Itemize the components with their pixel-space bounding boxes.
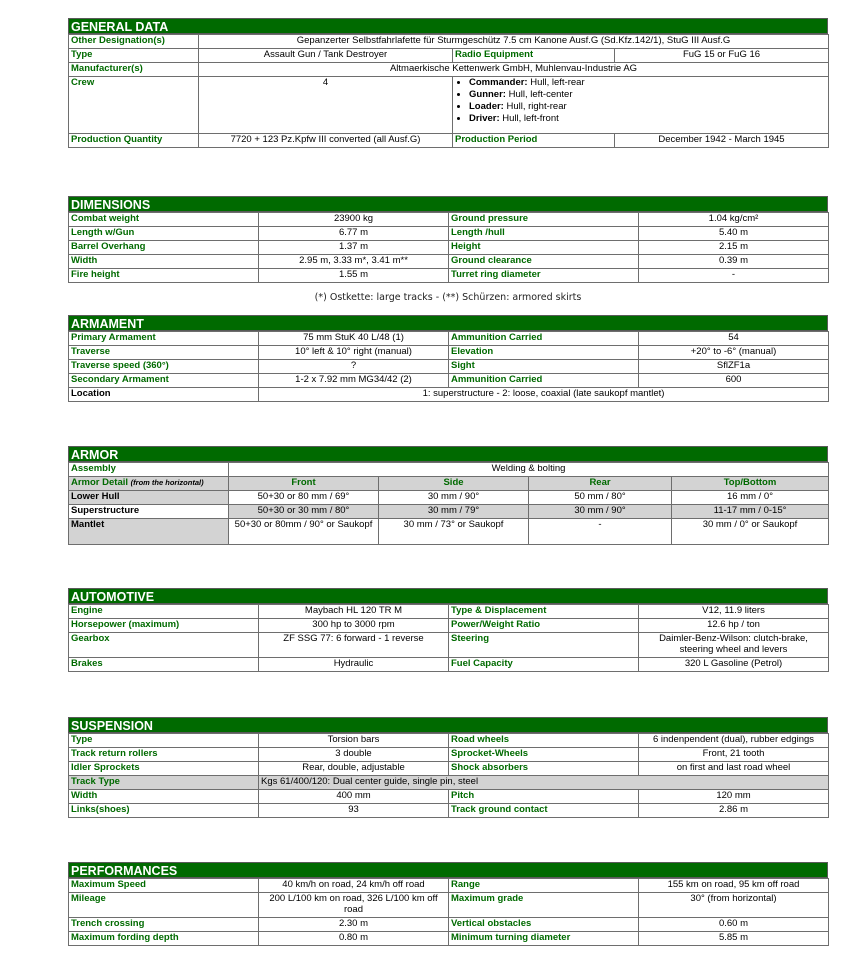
- dim-label: Ground pressure: [449, 213, 639, 227]
- table-row: [69, 658, 829, 672]
- armament-value: +20° to -6° (manual): [639, 346, 829, 360]
- armor-value: 50+30 or 80mm / 90° or Saukopf: [229, 519, 379, 545]
- table-row: [69, 633, 829, 658]
- perf-label: Vertical obstacles: [449, 918, 639, 932]
- table-row: [69, 505, 829, 519]
- dim-value: 2.95 m, 3.33 m*, 3.41 m**: [259, 255, 449, 269]
- perf-label: Range: [449, 879, 639, 893]
- armor-table: [68, 462, 829, 545]
- table-row: [69, 748, 829, 762]
- table-row: [69, 255, 829, 269]
- perf-value: 5.85 m: [639, 932, 829, 946]
- armor-col-side: Side: [379, 477, 529, 491]
- table-row: [69, 227, 829, 241]
- armor-value: 30 mm / 73° or Saukopf: [379, 519, 529, 545]
- perf-label: Maximum grade: [449, 893, 639, 918]
- list-item: • Loader: Hull, right-rear: [469, 101, 826, 113]
- track-type-value: Kgs 61/400/120: Dual center guide, single pin, steel: [259, 776, 829, 790]
- dim-label: Barrel Overhang: [69, 241, 259, 255]
- table-row: [69, 804, 829, 818]
- auto-value: Maybach HL 120 TR M: [259, 605, 449, 619]
- manufacturer-label: Manufacturer(s): [69, 63, 199, 77]
- auto-value: 12.6 hp / ton: [639, 619, 829, 633]
- auto-label: Engine: [69, 605, 259, 619]
- perf-value: 0.80 m: [259, 932, 449, 946]
- automotive-header: AUTOMOTIVE: [68, 588, 828, 604]
- armament-value: 10° left & 10° right (manual): [259, 346, 449, 360]
- armament-label: Primary Armament: [69, 332, 259, 346]
- armament-label: Elevation: [449, 346, 639, 360]
- dim-value: 1.04 kg/cm²: [639, 213, 829, 227]
- location-value: 1: superstructure - 2: loose, coaxial (late saukopf mantlet): [259, 388, 829, 402]
- armament-value: 1-2 x 7.92 mm MG34/42 (2): [259, 374, 449, 388]
- dimensions-section: [68, 196, 828, 283]
- armor-value: -: [529, 519, 672, 545]
- other-designation-value: Gepanzerter Selbstfahrlafette für Sturmgeschütz 7.5 cm Kanone Ausf.G (Sd.Kfz.142/1), StuG III Ausf.G: [199, 35, 829, 49]
- armament-value: ?: [259, 360, 449, 374]
- susp-value: 3 double: [259, 748, 449, 762]
- crew-roles-list: [455, 77, 826, 125]
- susp-label: Type: [69, 734, 259, 748]
- dim-label: Fire height: [69, 269, 259, 283]
- susp-value: on first and last road wheel: [639, 762, 829, 776]
- armament-value: 600: [639, 374, 829, 388]
- armor-value: 30 mm / 90°: [379, 491, 529, 505]
- track-type-label: Track Type: [69, 776, 259, 790]
- table-row: [69, 879, 829, 893]
- table-row: [69, 519, 829, 545]
- dimensions-table: [68, 212, 829, 283]
- dim-value: 0.39 m: [639, 255, 829, 269]
- susp-label: Links(shoes): [69, 804, 259, 818]
- armor-section: [68, 446, 828, 545]
- crew-roles-cell: [453, 77, 829, 134]
- assembly-label: Assembly: [69, 463, 229, 477]
- armor-row-label: Superstructure: [69, 505, 229, 519]
- armament-table: [68, 331, 829, 402]
- performances-header: PERFORMANCES: [68, 862, 828, 878]
- armor-value: 30 mm / 90°: [529, 505, 672, 519]
- armor-col-rear: Rear: [529, 477, 672, 491]
- table-row: [69, 734, 829, 748]
- auto-label: Gearbox: [69, 633, 259, 658]
- dim-value: 1.55 m: [259, 269, 449, 283]
- susp-value: 6 indenpendent (dual), rubber edgings: [639, 734, 829, 748]
- table-row: [69, 388, 829, 402]
- armor-row-label: Lower Hull: [69, 491, 229, 505]
- suspension-table: [68, 733, 829, 818]
- auto-label: Steering: [449, 633, 639, 658]
- manufacturer-value: Altmaerkische Kettenwerk GmbH, Muhlenvau-Industrie AG: [199, 63, 829, 77]
- automotive-section: [68, 588, 828, 672]
- radio-value: FuG 15 or FuG 16: [615, 49, 829, 63]
- perf-value: 155 km on road, 95 km off road: [639, 879, 829, 893]
- dimensions-header: DIMENSIONS: [68, 196, 828, 212]
- susp-label: Pitch: [449, 790, 639, 804]
- dim-label: Combat weight: [69, 213, 259, 227]
- armament-label: Sight: [449, 360, 639, 374]
- susp-value: 120 mm: [639, 790, 829, 804]
- crew-label: Crew: [69, 77, 199, 134]
- perf-label: Maximum Speed: [69, 879, 259, 893]
- perf-value: 200 L/100 km on road, 326 L/100 km off road: [259, 893, 449, 918]
- table-row: [69, 374, 829, 388]
- armor-col-top-bottom: Top/Bottom: [672, 477, 829, 491]
- armor-value: 11-17 mm / 0-15°: [672, 505, 829, 519]
- table-row: [69, 360, 829, 374]
- armor-value: 50+30 or 80 mm / 69°: [229, 491, 379, 505]
- auto-label: Type & Displacement: [449, 605, 639, 619]
- perf-value: 30° (from horizontal): [639, 893, 829, 918]
- other-designation-label: Other Designation(s): [69, 35, 199, 49]
- table-row: [69, 269, 829, 283]
- armor-col-front: Front: [229, 477, 379, 491]
- dim-value: 23900 kg: [259, 213, 449, 227]
- armament-label: Ammunition Carried: [449, 332, 639, 346]
- auto-label: Fuel Capacity: [449, 658, 639, 672]
- location-label: Location: [69, 388, 259, 402]
- armor-value: 50+30 or 30 mm / 80°: [229, 505, 379, 519]
- table-row: [69, 241, 829, 255]
- table-row: [69, 790, 829, 804]
- auto-label: Brakes: [69, 658, 259, 672]
- susp-label: Track return rollers: [69, 748, 259, 762]
- suspension-section: [68, 717, 828, 818]
- auto-value: 320 L Gasoline (Petrol): [639, 658, 829, 672]
- table-row: [69, 776, 829, 790]
- production-qty-value: 7720 + 123 Pz.Kpfw III converted (all Ausf.G): [199, 134, 453, 148]
- susp-label: Idler Sprockets: [69, 762, 259, 776]
- general-data-header: GENERAL DATA: [68, 18, 828, 34]
- production-period-label: Production Period: [453, 134, 615, 148]
- auto-value: V12, 11.9 liters: [639, 605, 829, 619]
- dim-value: 1.37 m: [259, 241, 449, 255]
- suspension-header: SUSPENSION: [68, 717, 828, 733]
- assembly-value: Welding & bolting: [229, 463, 829, 477]
- type-value: Assault Gun / Tank Destroyer: [199, 49, 453, 63]
- table-row: [69, 346, 829, 360]
- susp-value: Front, 21 tooth: [639, 748, 829, 762]
- perf-value: 40 km/h on road, 24 km/h off road: [259, 879, 449, 893]
- table-row: [69, 463, 829, 477]
- susp-label: Sprocket-Wheels: [449, 748, 639, 762]
- armament-label: Traverse speed (360°): [69, 360, 259, 374]
- perf-value: 2.30 m: [259, 918, 449, 932]
- armor-value: 30 mm / 79°: [379, 505, 529, 519]
- table-row: [69, 491, 829, 505]
- armament-label: Ammunition Carried: [449, 374, 639, 388]
- type-label: Type: [69, 49, 199, 63]
- auto-value: Daimler-Benz-Wilson: clutch-brake, steering wheel and levers: [639, 633, 829, 658]
- list-item: • Driver: Hull, left-front: [469, 113, 826, 125]
- dim-label: Turret ring diameter: [449, 269, 639, 283]
- dim-label: Ground clearance: [449, 255, 639, 269]
- table-row: [69, 213, 829, 227]
- table-row: [69, 332, 829, 346]
- susp-value: 400 mm: [259, 790, 449, 804]
- dim-value: 5.40 m: [639, 227, 829, 241]
- armament-value: 54: [639, 332, 829, 346]
- perf-label: Minimum turning diameter: [449, 932, 639, 946]
- automotive-table: [68, 604, 829, 672]
- auto-label: Horsepower (maximum): [69, 619, 259, 633]
- dim-value: 2.15 m: [639, 241, 829, 255]
- auto-value: ZF SSG 77: 6 forward - 1 reverse: [259, 633, 449, 658]
- susp-value: Torsion bars: [259, 734, 449, 748]
- armor-row-label: Mantlet: [69, 519, 229, 545]
- armament-label: Secondary Armament: [69, 374, 259, 388]
- table-row: [69, 918, 829, 932]
- perf-label: Mileage: [69, 893, 259, 918]
- armor-value: 16 mm / 0°: [672, 491, 829, 505]
- table-row: [69, 619, 829, 633]
- table-row: [69, 932, 829, 946]
- perf-value: 0.60 m: [639, 918, 829, 932]
- dimensions-note: (*) Ostkette: large tracks - (**) Schürzen: armored skirts: [314, 292, 582, 303]
- general-data-section: [68, 18, 828, 148]
- dim-value: -: [639, 269, 829, 283]
- armament-value: 75 mm StuK 40 L/48 (1): [259, 332, 449, 346]
- armor-value: 50 mm / 80°: [529, 491, 672, 505]
- auto-value: Hydraulic: [259, 658, 449, 672]
- dim-value: 6.77 m: [259, 227, 449, 241]
- performances-section: [68, 862, 828, 946]
- susp-value: 93: [259, 804, 449, 818]
- performances-table: [68, 878, 829, 946]
- table-row: [69, 605, 829, 619]
- crew-value: 4: [199, 77, 453, 134]
- dim-label: Width: [69, 255, 259, 269]
- armament-header: ARMAMENT: [68, 315, 828, 331]
- table-row: [69, 893, 829, 918]
- susp-label: Road wheels: [449, 734, 639, 748]
- susp-label: Shock absorbers: [449, 762, 639, 776]
- general-data-table: [68, 34, 829, 148]
- production-period-value: December 1942 - March 1945: [615, 134, 829, 148]
- armor-detail-label: Armor Detail (from the horizontal): [69, 477, 229, 491]
- auto-value: 300 hp to 3000 rpm: [259, 619, 449, 633]
- dim-label: Length /hull: [449, 227, 639, 241]
- table-row: [69, 477, 829, 491]
- armament-section: [68, 315, 828, 402]
- table-row: [69, 762, 829, 776]
- armament-value: SflZF1a: [639, 360, 829, 374]
- susp-label: Width: [69, 790, 259, 804]
- radio-label: Radio Equipment: [453, 49, 615, 63]
- armor-value: 30 mm / 0° or Saukopf: [672, 519, 829, 545]
- list-item: • Commander: Hull, left-rear: [469, 77, 826, 89]
- perf-label: Maximum fording depth: [69, 932, 259, 946]
- armor-header: ARMOR: [68, 446, 828, 462]
- auto-label: Power/Weight Ratio: [449, 619, 639, 633]
- susp-value: Rear, double, adjustable: [259, 762, 449, 776]
- susp-value: 2.86 m: [639, 804, 829, 818]
- perf-label: Trench crossing: [69, 918, 259, 932]
- dim-label: Height: [449, 241, 639, 255]
- dim-label: Length w/Gun: [69, 227, 259, 241]
- list-item: • Gunner: Hull, left-center: [469, 89, 826, 101]
- armament-label: Traverse: [69, 346, 259, 360]
- production-qty-label: Production Quantity: [69, 134, 199, 148]
- susp-label: Track ground contact: [449, 804, 639, 818]
